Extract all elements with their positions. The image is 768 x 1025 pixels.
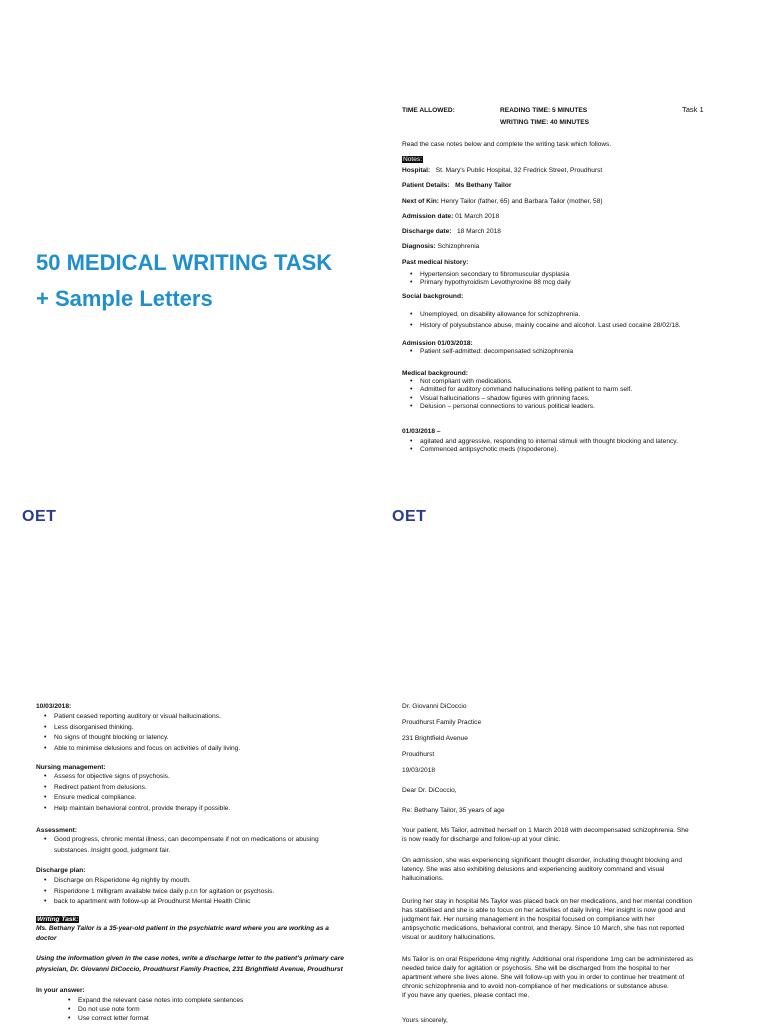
pmh-label: Past medical history:	[402, 259, 469, 266]
cover-title-line2: + Sample Letters	[36, 286, 213, 311]
list-item: • Risperidone 1 milligram available twice daily p.r.n for agitation or psychosis.	[36, 887, 274, 898]
list-item: • Help maintain behavioral control, provide therapy if possible.	[36, 804, 230, 815]
hospital-line: Hospital: St. Mary's Public Hospital, 32 Fredrick Street, Proudhurst	[402, 167, 603, 174]
diagnosis-line: Diagnosis: Schizophrenia	[402, 243, 480, 250]
letter-paragraph-3: During her stay in hospital Ms Taylor was placed back on her medications, and her mental condition has stabilised and she is able to focus on her activities of daily living. Her insight is now good and judgment fair. Her nursing management in the hospital focused on compliance with her antipsychotic medications, behavioral control, and therapy. Since 10 March, she has not reported visual or auditory hallucinations.	[402, 898, 693, 941]
social-list	[402, 309, 681, 331]
date-1003-list	[36, 712, 240, 754]
list-item: • Commenced antipsychotic meds (rispoderone).	[402, 446, 678, 454]
list-item: • Visual hallucinations – shadow figures with grinning faces.	[402, 395, 632, 403]
list-item: • Assess for objective signs of psychosis.	[36, 772, 230, 783]
letter-re-line: Re: Bethany Tailor, 35 years of age	[402, 807, 505, 814]
list-item: • back to apartment with follow-up at Proudhurst Mental Health Clinic	[36, 897, 274, 908]
list-item: • Primary hypothyroidism Levothyroxine 88 mcg daily	[402, 279, 571, 287]
list-item: • Patient self-admitted: decompensated schizophrenia	[402, 348, 573, 356]
cover-title-line1: 50 MEDICAL WRITING TASK	[36, 250, 333, 275]
list-item: • Admitted for auditory command hallucinations telling patient to harm self.	[402, 386, 632, 394]
social-label: Social background:	[402, 293, 464, 300]
list-item: • Expand the relevant case notes into complete sentences	[60, 996, 243, 1005]
reading-time: READING TIME: 5 MINUTES	[500, 107, 588, 114]
list-item: • Hypertension secondary to fibromuscular dysplasia	[402, 271, 571, 279]
nursing-list	[36, 772, 230, 814]
letter-paragraph-2: On admission, she was experiencing significant thought disorder, including thought blocking and latency. She was also exhibiting delusions and experiencing auditory command and visual hallucinations.	[402, 857, 683, 882]
nursing-label: Nursing management:	[36, 764, 106, 771]
medical-background-label: Medical background:	[402, 370, 468, 377]
list-item: • Ensure medical compliance.	[36, 793, 230, 804]
notes-label: Notes:	[403, 156, 423, 163]
list-item: • Discharge on Risperidone 4g nightly by mouth.	[36, 876, 274, 887]
list-item: • Less disorganised thinking.	[36, 723, 240, 734]
list-item: • agitated and aggressive, responding to internal stimuli with thought blocking and latency.	[402, 438, 678, 446]
admission-heading: Admission 01/03/2018:	[402, 340, 473, 347]
answer-list	[60, 996, 243, 1023]
writing-task-line2: doctor	[36, 935, 57, 942]
writing-task-line4: physician, Dr. Giovanni DiCoccio, Proudhurst Family Practice, 231 Brightfield Avenue, Proudhurst	[36, 966, 343, 973]
discharge-plan-label: Discharge plan:	[36, 867, 86, 874]
letter-closing: Yours sincerely,	[402, 1017, 448, 1024]
writing-task-line1: Ms. Bethany Tailor is a 35-year-old patient in the psychiatric ward where you are working as a	[36, 925, 329, 932]
list-item: • Able to minimise delusions and focus on activities of daily living.	[36, 744, 240, 755]
patient-line: Patient Details: Ms Bethany Tailor	[402, 182, 512, 189]
assessment-continuation: substances. Insight good, judgment fair.	[54, 847, 171, 854]
list-item: • History of polysubstance abuse, mainly cocaine and alcohol. Last used cocaine 28/02/18.	[402, 320, 681, 331]
list-item: • Patient ceased reporting auditory or visual hallucinations.	[36, 712, 240, 723]
date-0103-list	[402, 438, 678, 455]
oet-logo-left: OET	[22, 508, 57, 525]
letter-address-name: Dr. Giovanni DiCoccio	[402, 703, 467, 710]
oet-logo-right: OET	[392, 508, 427, 525]
kin-line: Next of Kin: Henry Tailor (father, 65) and Barbara Tailor (mother, 58)	[402, 198, 603, 205]
assessment-label: Assessment:	[36, 827, 78, 834]
letter-address-practice: Proudhurst Family Practice	[402, 719, 482, 726]
pmh-list	[402, 271, 571, 288]
list-item: • Do not use note form	[60, 1005, 243, 1014]
admission-line: Admission date: 01 March 2018	[402, 213, 500, 220]
discharge-line: Discharge date: 18 March 2018	[402, 228, 501, 235]
writing-task-line3: Using the information given in the case notes, write a discharge letter to the patient's primary care	[36, 955, 344, 962]
in-answer-label: In your answer:	[36, 987, 85, 994]
time-allowed: TIME ALLOWED:	[402, 107, 455, 114]
list-item: • Redirect patient from delusions.	[36, 783, 230, 794]
list-item: • Unemployed, on disability allowance for schizophrenia.	[402, 309, 681, 320]
date-0103-heading: 01/03/2018 –	[402, 428, 441, 435]
letter-paragraph-1: Your patient, Ms Tailor, admitted herself on 1 March 2018 with decompensated schizophrenia. She is now ready for discharge and follow-up at your clinic.	[402, 827, 689, 843]
writing-time: WRITING TIME: 40 MINUTES	[500, 119, 590, 126]
list-item: • Delusion – personal connections to various political leaders.	[402, 403, 632, 411]
admission-list	[402, 348, 573, 356]
letter-date: 19/03/2018	[402, 767, 436, 774]
list-item: • Good progress, chronic mental illness, can decompensate if not on medications or abusing	[36, 835, 319, 846]
discharge-plan-list	[36, 876, 274, 908]
letter-address-city: Proudhurst	[402, 751, 435, 758]
date-1003-heading: 10/03/2018:	[36, 703, 72, 710]
list-item: • Not compliant with medications.	[402, 378, 632, 386]
letter-salutation: Dear Dr. DiCoccio,	[402, 787, 457, 794]
letter-address-street: 231 Brightfield Avenue	[402, 735, 468, 742]
list-item: • Use correct letter format	[60, 1014, 243, 1023]
medical-background-list	[402, 378, 632, 411]
list-item: • No signs of thought blocking or latency.	[36, 733, 240, 744]
letter-paragraph-4: Ms Tailor is on oral Risperidone 4mg nightly. Additional oral risperidone 1mg can be administered as needed twice daily for agitation or psychosis. She will be discharged from the hospital to her apartment where she lives alone. She will follow-up with you in order to continue her treatment of chronic schizophrenia and to avoid non-compliance of her medications or substance abuse. If you have any queries, please contact me.	[402, 956, 694, 999]
task-label: Task 1	[682, 105, 704, 114]
assessment-list	[36, 835, 319, 846]
writing-task-label: Writing Task:	[37, 916, 79, 923]
task-intro: Read the case notes below and complete the writing task which follows.	[402, 141, 612, 148]
